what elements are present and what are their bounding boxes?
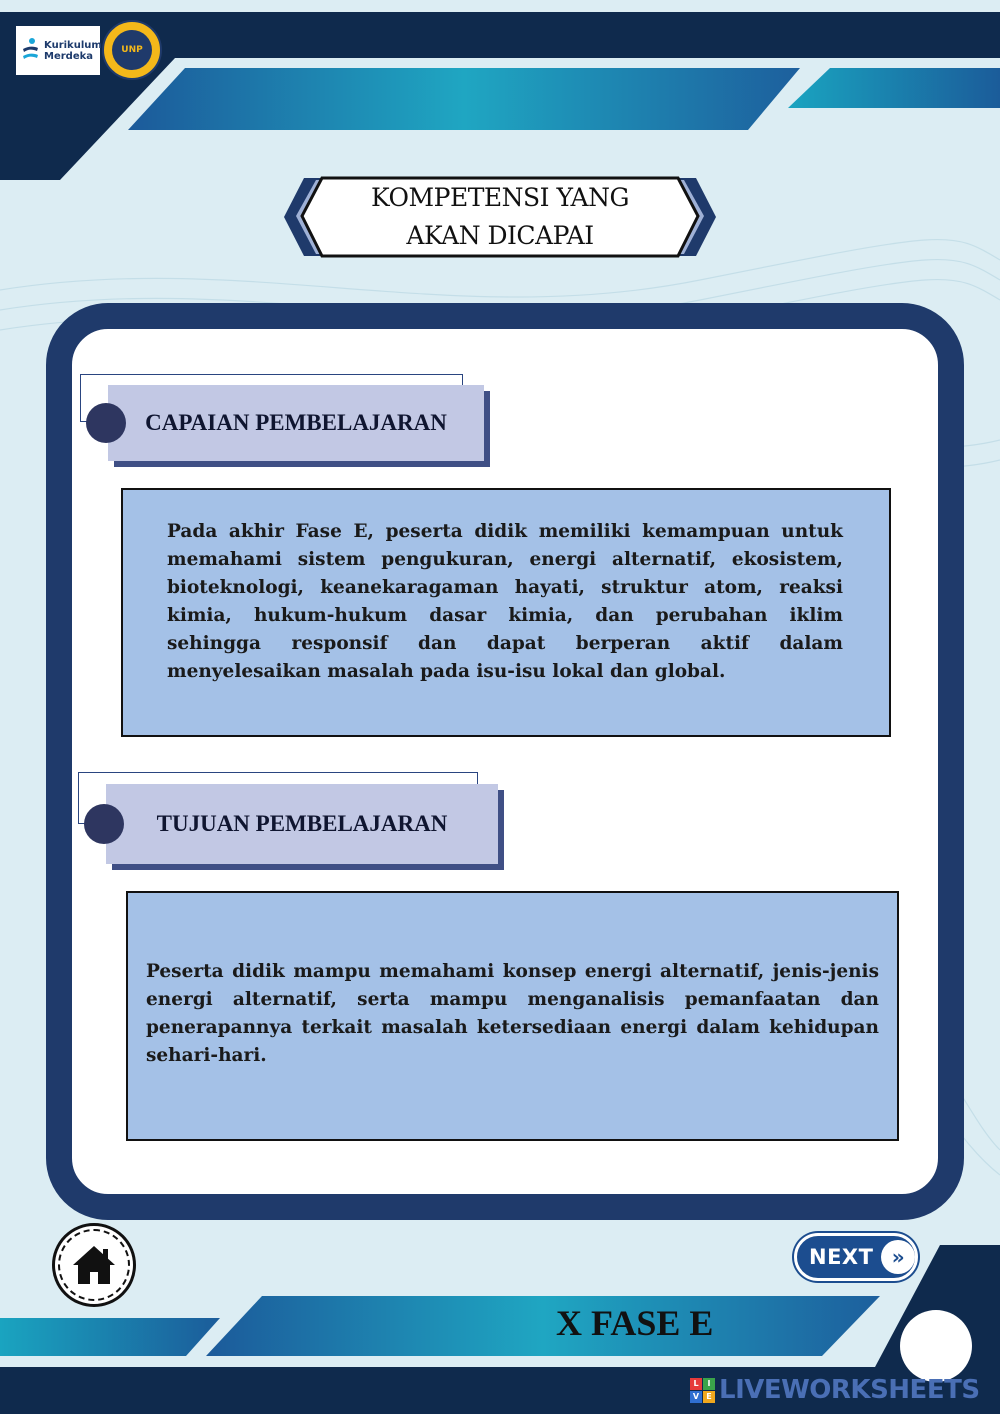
home-button[interactable] [52,1223,136,1307]
title-line-1: KOMPETENSI YANG [371,183,629,212]
unp-logo [102,20,162,80]
home-icon [71,1244,117,1286]
watermark-letter: E [703,1391,715,1403]
tujuan-bullet [84,804,124,844]
watermark-letter: I [703,1378,715,1390]
unp-logo-text: UNP [112,30,152,70]
tujuan-text-box [126,891,899,1141]
kurikulum-merdeka-icon [20,37,40,65]
kurikulum-text: Kurikulum [44,39,102,51]
next-label: NEXT [809,1245,874,1269]
tujuan-body: Peserta didik mampu memahami konsep energi alternatif, jenis-jenis energi alternatif, serta mampu menganalisis pemanfaatan dan penerapannya terkait masalah ketersediaan energi dalam kehidupan sehari-hari. [146,961,879,1066]
next-button[interactable] [794,1233,918,1281]
watermark-letter: L [690,1378,702,1390]
liveworksheets-logo-icon [690,1378,715,1403]
tujuan-heading: TUJUAN PEMBELAJARAN [156,811,448,836]
capaian-heading: CAPAIAN PEMBELAJARAN [145,410,447,435]
capaian-text-box [121,488,891,737]
fase-label: X FASE E [556,1303,714,1343]
watermark-text: LIVEWORKSHEETS [719,1375,980,1405]
tujuan-header [106,784,498,864]
merdeka-text: Merdeka [44,50,94,62]
watermark-letter: V [690,1391,702,1403]
page-title-banner [282,172,718,262]
capaian-bullet [86,403,126,443]
capaian-body: Pada akhir Fase E, peserta didik memiliki kemampuan untuk memahami sistem pengukuran, energi alternatif, ekosistem, bioteknologi, keanekaragaman hayati, struktur atom, reaksi kimia, hukum-hukum dasar kimia, dan perubahan iklim sehingga responsif dan dapat berperan aktif dalam menyelesaikan masalah pada isu-isu lokal dan global. [167,521,843,682]
capaian-header [108,385,484,461]
liveworksheets-watermark [690,1372,990,1408]
chevron-double-right-icon: » [881,1240,915,1274]
title-line-2: AKAN DICAPAI [406,221,594,250]
kurikulum-merdeka-logo [16,26,100,75]
